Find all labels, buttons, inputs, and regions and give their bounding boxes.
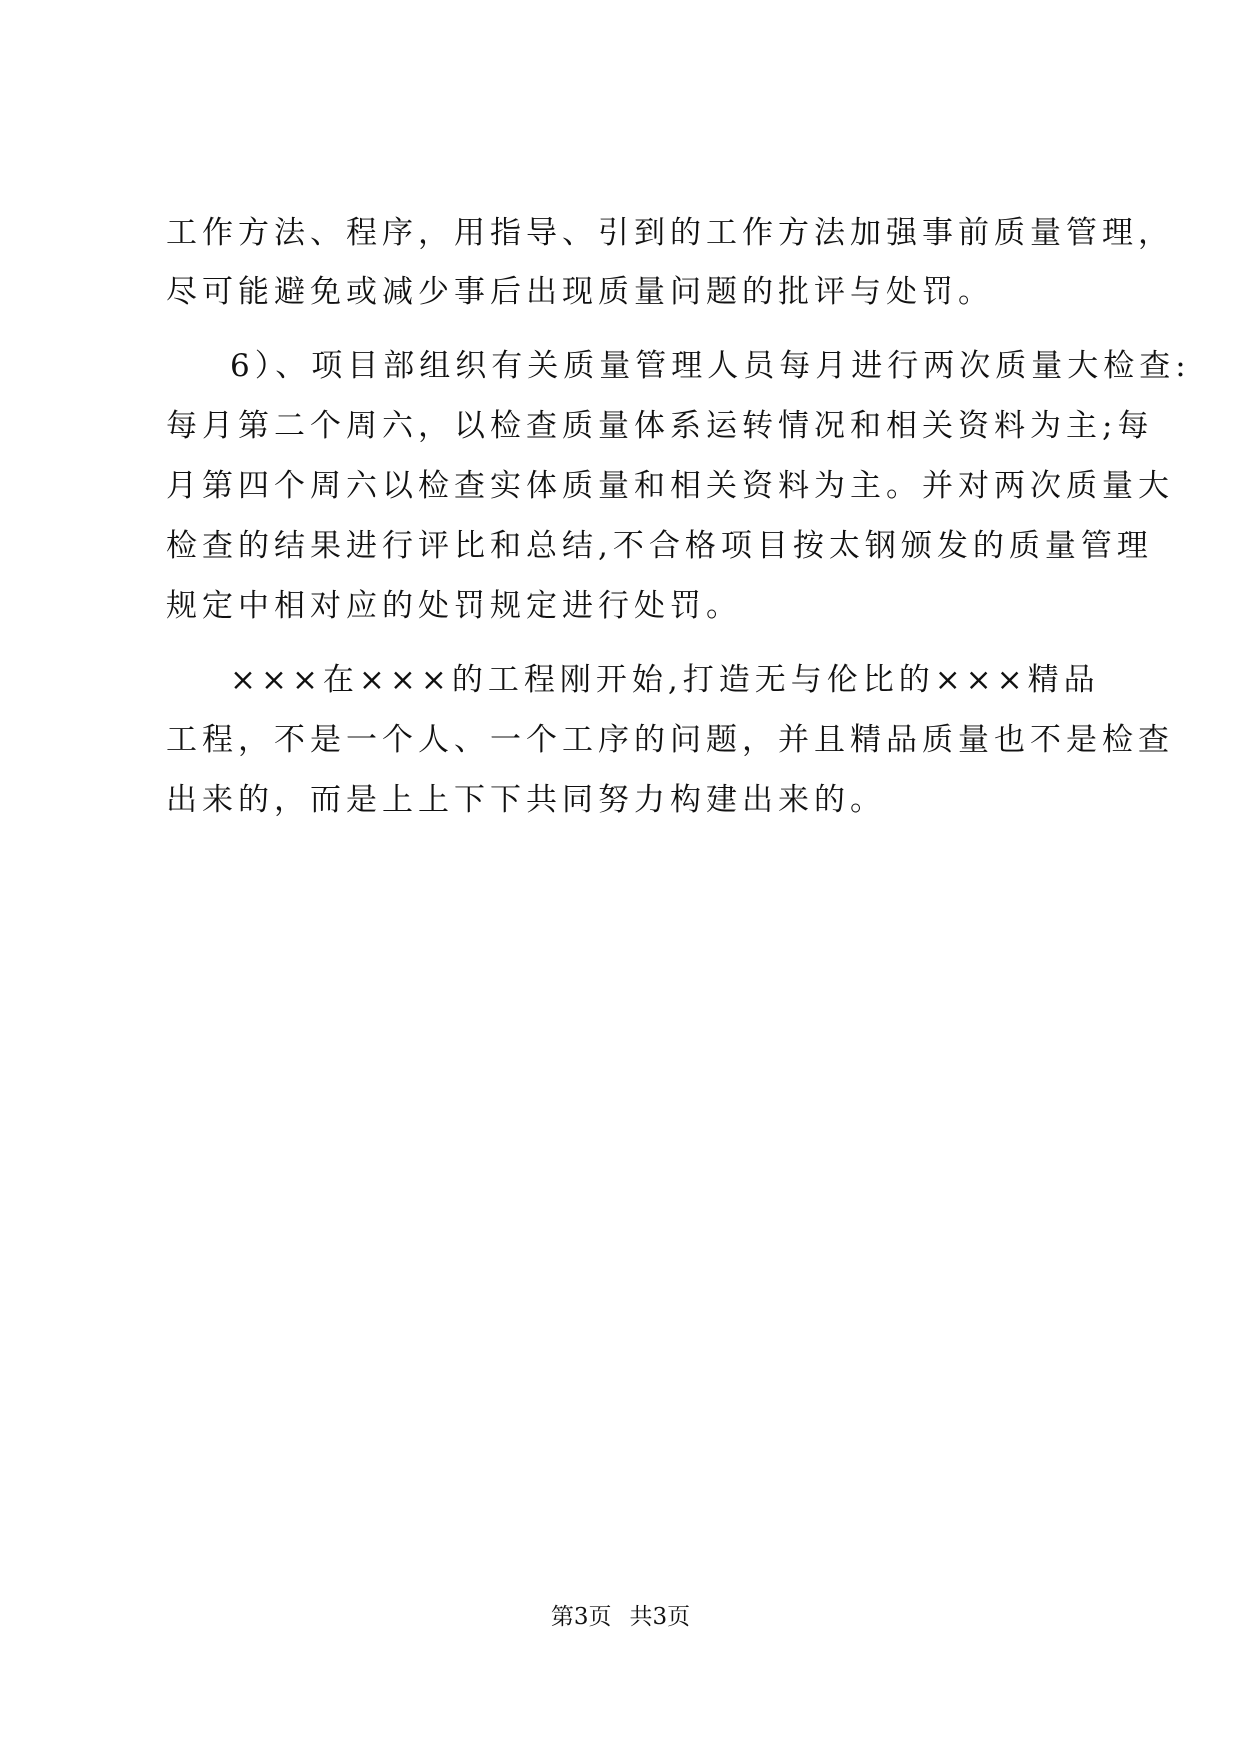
page-number: 第3页: [550, 1604, 612, 1630]
total-pages: 共3页: [629, 1604, 691, 1630]
text-line: 尽可能避免或减少事后出现质量问题的批评与处罚。: [166, 274, 994, 310]
text-line: 工程，不是一个人、一个工序的问题，并且精品质量也不是检查: [166, 722, 1174, 758]
text-line: 工作方法、程序，用指导、引到的工作方法加强事前质量管理，: [166, 215, 1174, 251]
text-line: 6）、项目部组织有关质量管理人员每月进行两次质量大检查:: [230, 348, 1191, 384]
text-line: 月第四个周六以检查实体质量和相关资料为主。并对两次质量大: [166, 468, 1174, 504]
page-footer: [0, 1602, 1241, 1632]
text-line: 规定中相对应的处罚规定进行处罚。: [166, 588, 742, 624]
text-line: 出来的，而是上上下下共同努力构建出来的。: [166, 782, 886, 818]
text-line: ×××在×××的工程刚开始,打造无与伦比的×××精品: [230, 662, 1100, 698]
text-line: 每月第二个周六，以检查质量体系运转情况和相关资料为主;每: [166, 408, 1154, 444]
text-line: 检查的结果进行评比和总结,不合格项目按太钢颁发的质量管理: [166, 528, 1153, 564]
